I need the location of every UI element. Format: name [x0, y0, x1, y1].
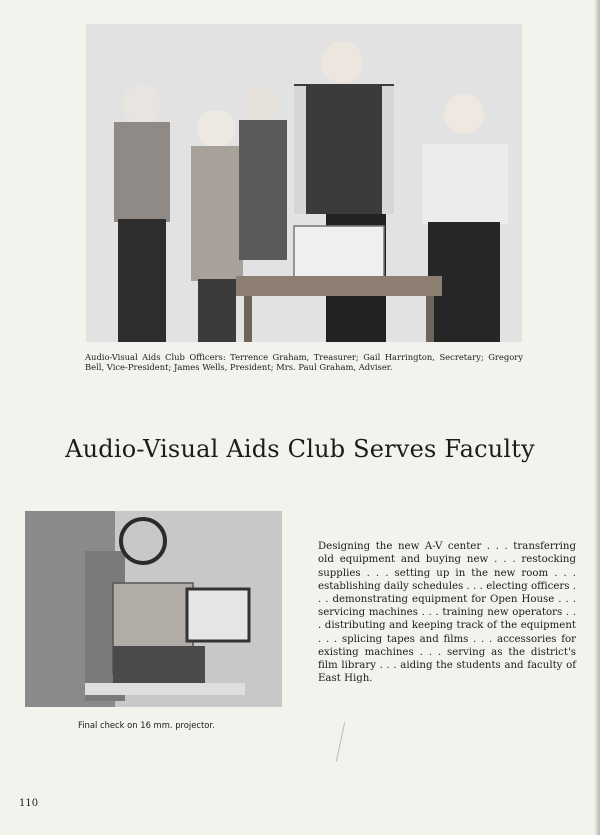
- page-headline: Audio-Visual Aids Club Serves Faculty: [65, 435, 535, 464]
- article-body: Designing the new A-V center . . . transferring old equipment and buying new . . . restocking supplies . . . setting up in the new room . . . establishing daily schedules . . . electing officers . . . demonstrating equipment for Open House . . . servicing machines . . . training new operators . . . distributing and keeping track of the equipment . . . splicing tapes and films . . . accessories for existing machines . . . serving as the district's film library . . . aiding the students and faculty of East High.: [318, 541, 576, 685]
- officers-photo: [86, 24, 522, 342]
- scan-scratch: [336, 722, 345, 761]
- officers-caption: Audio-Visual Aids Club Officers: Terrence Graham, Treasurer; Gail Harrington, Secretary; Gregory Bell, Vice-President; James Wells, President; Mrs. Paul Graham, Adviser.: [85, 352, 523, 372]
- officers-photo-illustration: [86, 24, 522, 342]
- projector-photo: [25, 511, 282, 707]
- projector-caption: Final check on 16 mm. projector.: [78, 720, 215, 730]
- page-number: 110: [19, 798, 39, 809]
- page-edge-shadow: [594, 0, 600, 835]
- projector-photo-illustration: [25, 511, 282, 707]
